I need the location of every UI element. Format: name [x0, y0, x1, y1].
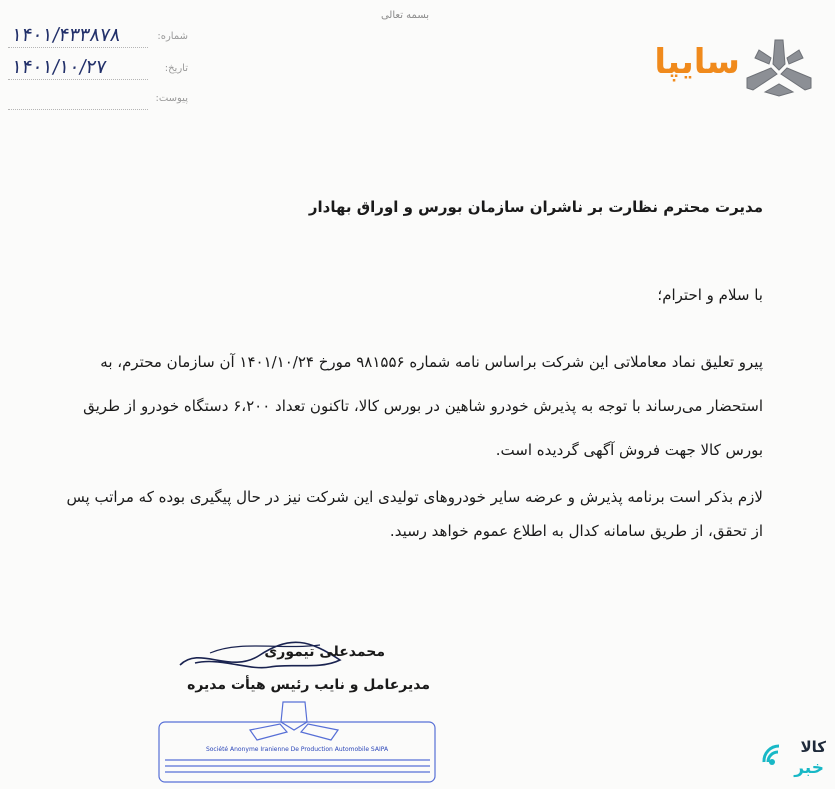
attachment-dotted-line [8, 109, 148, 110]
stamp-text: Société Anonyme Iranienne De Production Automobile SAIPA [205, 746, 389, 753]
letter-number-field [8, 24, 188, 50]
attachment-label: پیوست: [155, 93, 188, 104]
saipa-logo-icon [745, 38, 813, 98]
watermark-line-1: کالا [800, 738, 826, 756]
letter-paragraph-1: پیرو تعلیق نماد معاملاتی این شرکت براساس نامه شماره ۹۸۱۵۵۶ مورخ ۱۴۰۱/۱۰/۲۴ آن سازمان محترم، به استحضار می‌رساند با توجه به پذیرش خودرو شاهین در بورس کالا، تاکنون تعداد ۶،۲۰۰ دستگاه خودرو از طریق بورس کالا جهت فروش آگهی گردیده است. [83, 353, 763, 459]
besmellah-header: بسمه تعالی [380, 10, 430, 21]
letter-date-value: ۱۴۰۱/۱۰/۲۷ [10, 56, 108, 78]
letter-paragraph-2: لازم بذکر است برنامه پذیرش و عرضه سایر خودروهای تولیدی این شرکت نیز در حال پیگیری بوده که مراتب پس از تحقق، از طریق سامانه کدال به اطلاع عموم خواهد رسید. [66, 488, 763, 540]
brand-name: سایپا [654, 42, 740, 82]
letter-attachment-field [8, 90, 188, 112]
letter-number-label: شماره: [157, 31, 188, 42]
signal-icon [762, 732, 792, 772]
site-watermark [762, 732, 832, 789]
company-stamp [155, 700, 440, 789]
letter-greeting: با سلام و احترام؛ [657, 286, 763, 304]
signatory-title: مدیرعامل و نایب رئیس هیأت مدیره [187, 677, 430, 693]
number-dotted-line [8, 47, 148, 48]
letter-date-label: تاریخ: [164, 63, 188, 74]
letter-date-field [8, 56, 188, 82]
letter-number-value: ۱۴۰۱/۴۳۳۸۷۸ [10, 24, 122, 46]
saipa-brand [620, 38, 815, 98]
letter-addressee: مدیرت محترم نظارت بر ناشران سازمان بورس و اوراق بهادار [308, 198, 763, 216]
signatory-name: محمدعلی تیموری [264, 644, 385, 660]
date-dotted-line [8, 79, 148, 80]
watermark-line-2: خبر [794, 758, 824, 778]
